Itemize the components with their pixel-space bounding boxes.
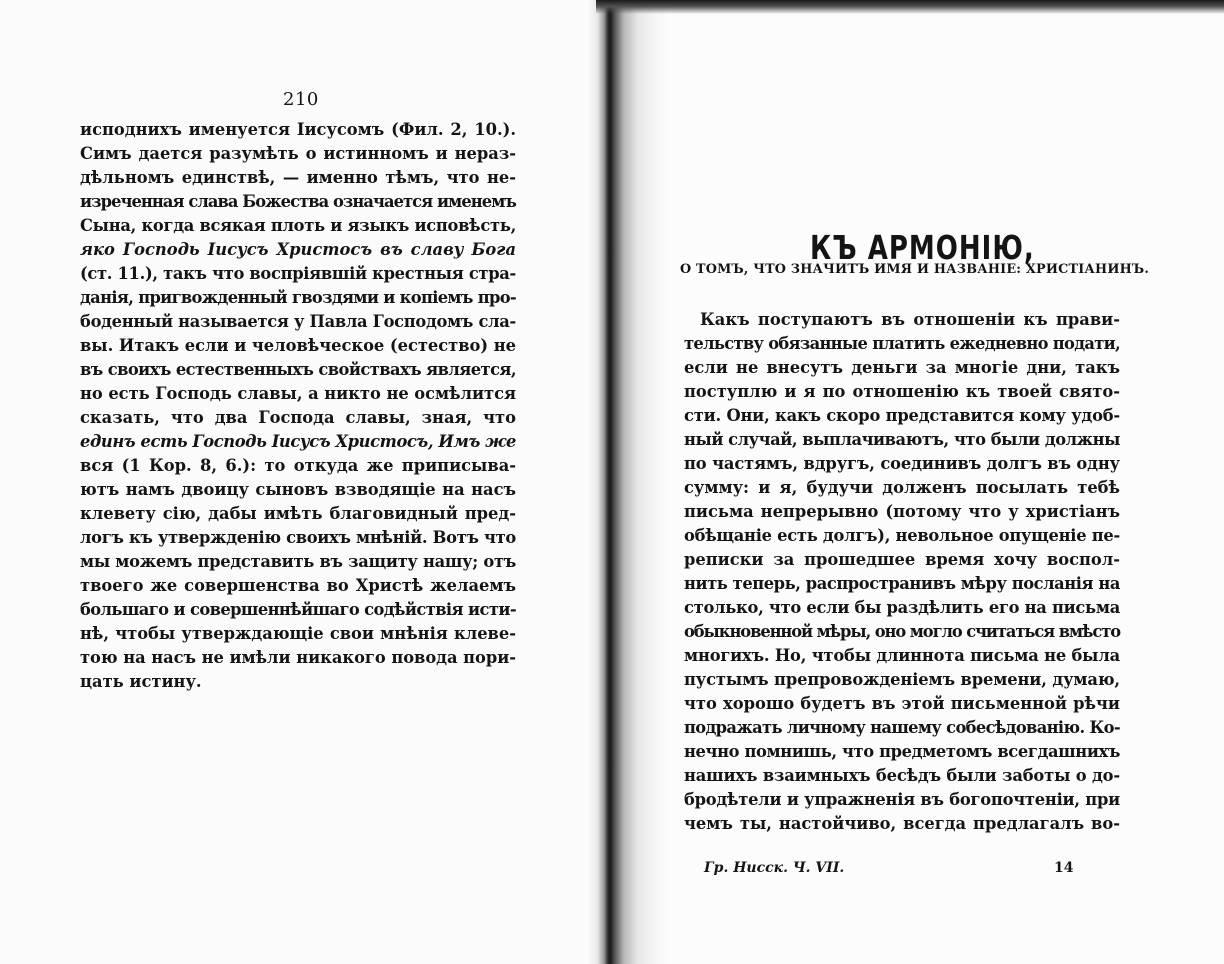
page-edge-shadow bbox=[596, 0, 1224, 14]
body-line: Сына, когда всякая плоть и языкъ исповѣсть, bbox=[80, 216, 516, 235]
body-line: ный случай, выплачиваютъ, что были должны bbox=[684, 430, 1120, 449]
body-line: единъ есть Господь Іисусъ Христосъ, Имъ же bbox=[80, 432, 517, 451]
body-line: что хорошо будетъ въ этой письменной рѣчи bbox=[684, 694, 1120, 713]
body-line: но есть Господь славы, а никто не осмѣлится bbox=[80, 384, 516, 403]
body-line: тою на насъ не имѣли никакого повода пори- bbox=[80, 648, 516, 667]
body-line: Какъ поступаютъ въ отношеніи къ прави- bbox=[700, 310, 1120, 329]
body-line: реписки за прошедшее время хочу воспол- bbox=[684, 550, 1120, 569]
body-line: ютъ намъ двоицу сыновъ взводящіе на насъ bbox=[80, 480, 516, 499]
body-line: мы можемъ представить въ защиту нашу; отъ bbox=[80, 552, 516, 571]
body-line: пустымъ препровожденіемъ времени, думаю, bbox=[684, 670, 1120, 689]
body-line: вы. Итакъ если и человѣческое (естество) не bbox=[80, 336, 516, 355]
body-line: письма непрерывно (потому что у христіанъ bbox=[684, 502, 1120, 521]
body-line: данія, пригвожденный гвоздями и копіемъ про- bbox=[80, 288, 516, 307]
body-line: (ст. 11.), такъ что воспріявшій крестныя стра- bbox=[80, 264, 516, 283]
sheet-signature: Гр. Нисск. Ч. VII. bbox=[704, 860, 845, 876]
body-line: въ своихъ естественныхъ свойствахъ является, bbox=[80, 360, 516, 379]
body-line: сти. Они, какъ скоро представится кому удоб- bbox=[684, 406, 1120, 425]
body-line: нечно помнишь, что предметомъ всегдашнихъ bbox=[684, 742, 1121, 761]
body-line: чемъ ты, настойчиво, всегда предлагалъ во- bbox=[684, 814, 1120, 833]
body-line: если не внесутъ деньги за многіе дни, такъ bbox=[684, 358, 1120, 377]
body-line: большаго и совершеннѣйшаго содѣйствія исти- bbox=[80, 600, 516, 619]
body-line: цать истину. bbox=[80, 672, 202, 691]
body-line: логъ къ утвержденію своихъ мнѣній. Вотъ что bbox=[80, 528, 516, 547]
body-line: нашихъ взаимныхъ бесѣдъ были заботы о до- bbox=[684, 766, 1120, 785]
body-line: бродѣтели и упражненія въ богопочтеніи, при bbox=[684, 790, 1120, 809]
body-line: подражать личному нашему собесѣдованію. Ко- bbox=[684, 718, 1120, 737]
sheet-number: 14 bbox=[1054, 860, 1074, 876]
body-line: многихъ. Но, чтобы длиннота письма не была bbox=[684, 646, 1120, 665]
right-page-body bbox=[684, 308, 1120, 848]
body-line: яко Господь Іисусъ Христосъ въ славу Бога bbox=[80, 240, 516, 259]
body-line: столько, что если бы раздѣлить его на письма bbox=[684, 598, 1120, 617]
left-page-number: 210 bbox=[283, 89, 319, 110]
body-line: сказать, что два Господа славы, зная, что bbox=[80, 408, 516, 427]
body-line: клевету сію, дабы имѣть благовидный пред- bbox=[80, 504, 516, 523]
body-line: Симъ дается разумѣть о истинномъ и нераз- bbox=[80, 144, 516, 163]
body-line: дѣльномъ единствѣ, — именно тѣмъ, что не- bbox=[80, 168, 516, 187]
left-page-body bbox=[80, 118, 516, 718]
letter-subtitle: О ТОМЪ, ЧТО ЗНАЧИТЪ ИМЯ И НАЗВАНІЕ: ХРИСТІАНИНЪ. bbox=[680, 262, 1149, 277]
body-line: обыкновенной мѣры, оно могло считаться вмѣсто bbox=[684, 622, 1120, 641]
body-line: тельству обязанные платить ежедневно подати, bbox=[684, 334, 1120, 353]
body-line: нѣ, чтобы утверждающіе свои мнѣнія клеве- bbox=[80, 624, 516, 643]
body-line: по частямъ, вдругъ, соединивъ долгъ въ одну bbox=[684, 454, 1120, 473]
body-line: исподнихъ именуется Іисусомъ (Фил. 2, 10.). bbox=[80, 120, 516, 139]
letter-title: КЪ АРМОНІЮ, bbox=[810, 230, 1035, 268]
body-line: нить теперь, распространивъ мѣру посланія на bbox=[684, 574, 1120, 593]
body-line: сумму: и я, будучи долженъ посылать тебѣ bbox=[684, 478, 1120, 497]
body-line: обѣщаніе есть долгъ), невольное опущеніе пе- bbox=[684, 526, 1120, 545]
body-line: твоего же совершенства во Христѣ желаемъ bbox=[80, 576, 516, 595]
body-line: поступлю и я по отношенію къ твоей свято- bbox=[684, 382, 1120, 401]
book-gutter bbox=[588, 0, 668, 964]
body-line: вся (1 Кор. 8, 6.): то откуда же приписыва- bbox=[80, 456, 516, 475]
body-line: боденный называется у Павла Господомъ сла- bbox=[80, 312, 516, 331]
body-line: изреченная слава Божества означается именемъ bbox=[80, 192, 516, 211]
